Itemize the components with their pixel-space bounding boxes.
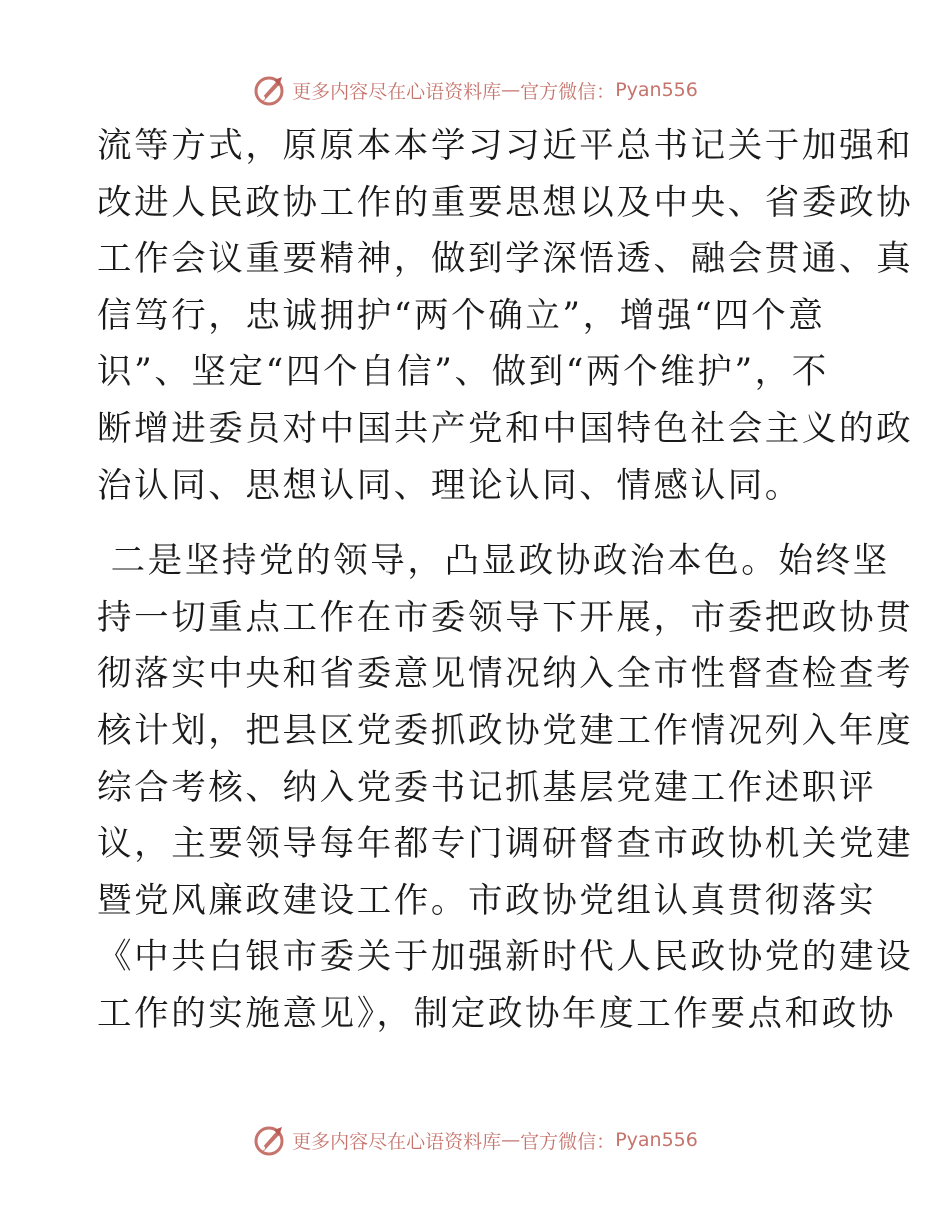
text-line: 暨党风廉政建设工作。市政协党组认真贯彻落实 [97,880,877,921]
paragraph-1 [97,118,914,514]
quill-logo-icon [252,1123,286,1157]
text-line: 持一切重点工作在市委领导下开展，市委把政协贯 [97,597,914,638]
banner-text: 更多内容尽在心语资料库 [292,80,502,103]
paragraph-2 [97,533,914,1042]
banner-text: 更多内容尽在心语资料库 [292,1130,502,1153]
text-line: 议，主要领导每年都专门调研督查市政协机关党建 [97,824,914,865]
footer-banner [0,1120,950,1160]
banner-wechat-label: 官方微信： [520,80,616,103]
banner-wechat-id: Pyan556 [615,1129,698,1151]
text-line: 综合考核、纳入党委书记抓基层党建工作述职评 [97,767,877,808]
banner-dash: — [501,79,521,101]
text-line: 改进人民政协工作的重要思想以及中央、省委政协 [97,182,914,223]
text-line: 识”、坚定“四个自信”、做到“两个维护”，不 [97,352,829,393]
text-line: 信笃行，忠诚拥护“两个确立”，增强“四个意 [97,295,826,336]
text-line: 《中共白银市委关于加强新时代人民政协党的建设 [97,937,914,978]
text-line: 彻落实中央和省委意见情况纳入全市性督查检查考 [97,654,914,695]
quill-logo-icon [252,73,286,107]
text-line: 二是坚持党的领导，凸显政协政治本色。始终坚 [97,541,890,582]
text-line: 核计划，把县区党委抓政协党建工作情况列入年度 [97,710,914,751]
banner-wechat-label: 官方微信： [520,1130,616,1153]
text-line: 工作的实施意见》，制定政协年度工作要点和政协 [97,993,896,1034]
banner-wechat-id: Pyan556 [615,79,698,101]
paragraph-gap [97,514,853,533]
text-line: 流等方式，原原本本学习习近平总书记关于加强和 [97,126,914,166]
header-banner [0,70,950,110]
banner-dash: — [501,1129,521,1151]
text-line: 治认同、思想认同、理论认同、情感认同。 [97,465,802,506]
text-line: 工作会议重要精神，做到学深悟透、融会贯通、真 [97,239,914,280]
document-body [97,118,914,1043]
text-line: 断增进委员对中国共产党和中国特色社会主义的政 [97,408,914,449]
